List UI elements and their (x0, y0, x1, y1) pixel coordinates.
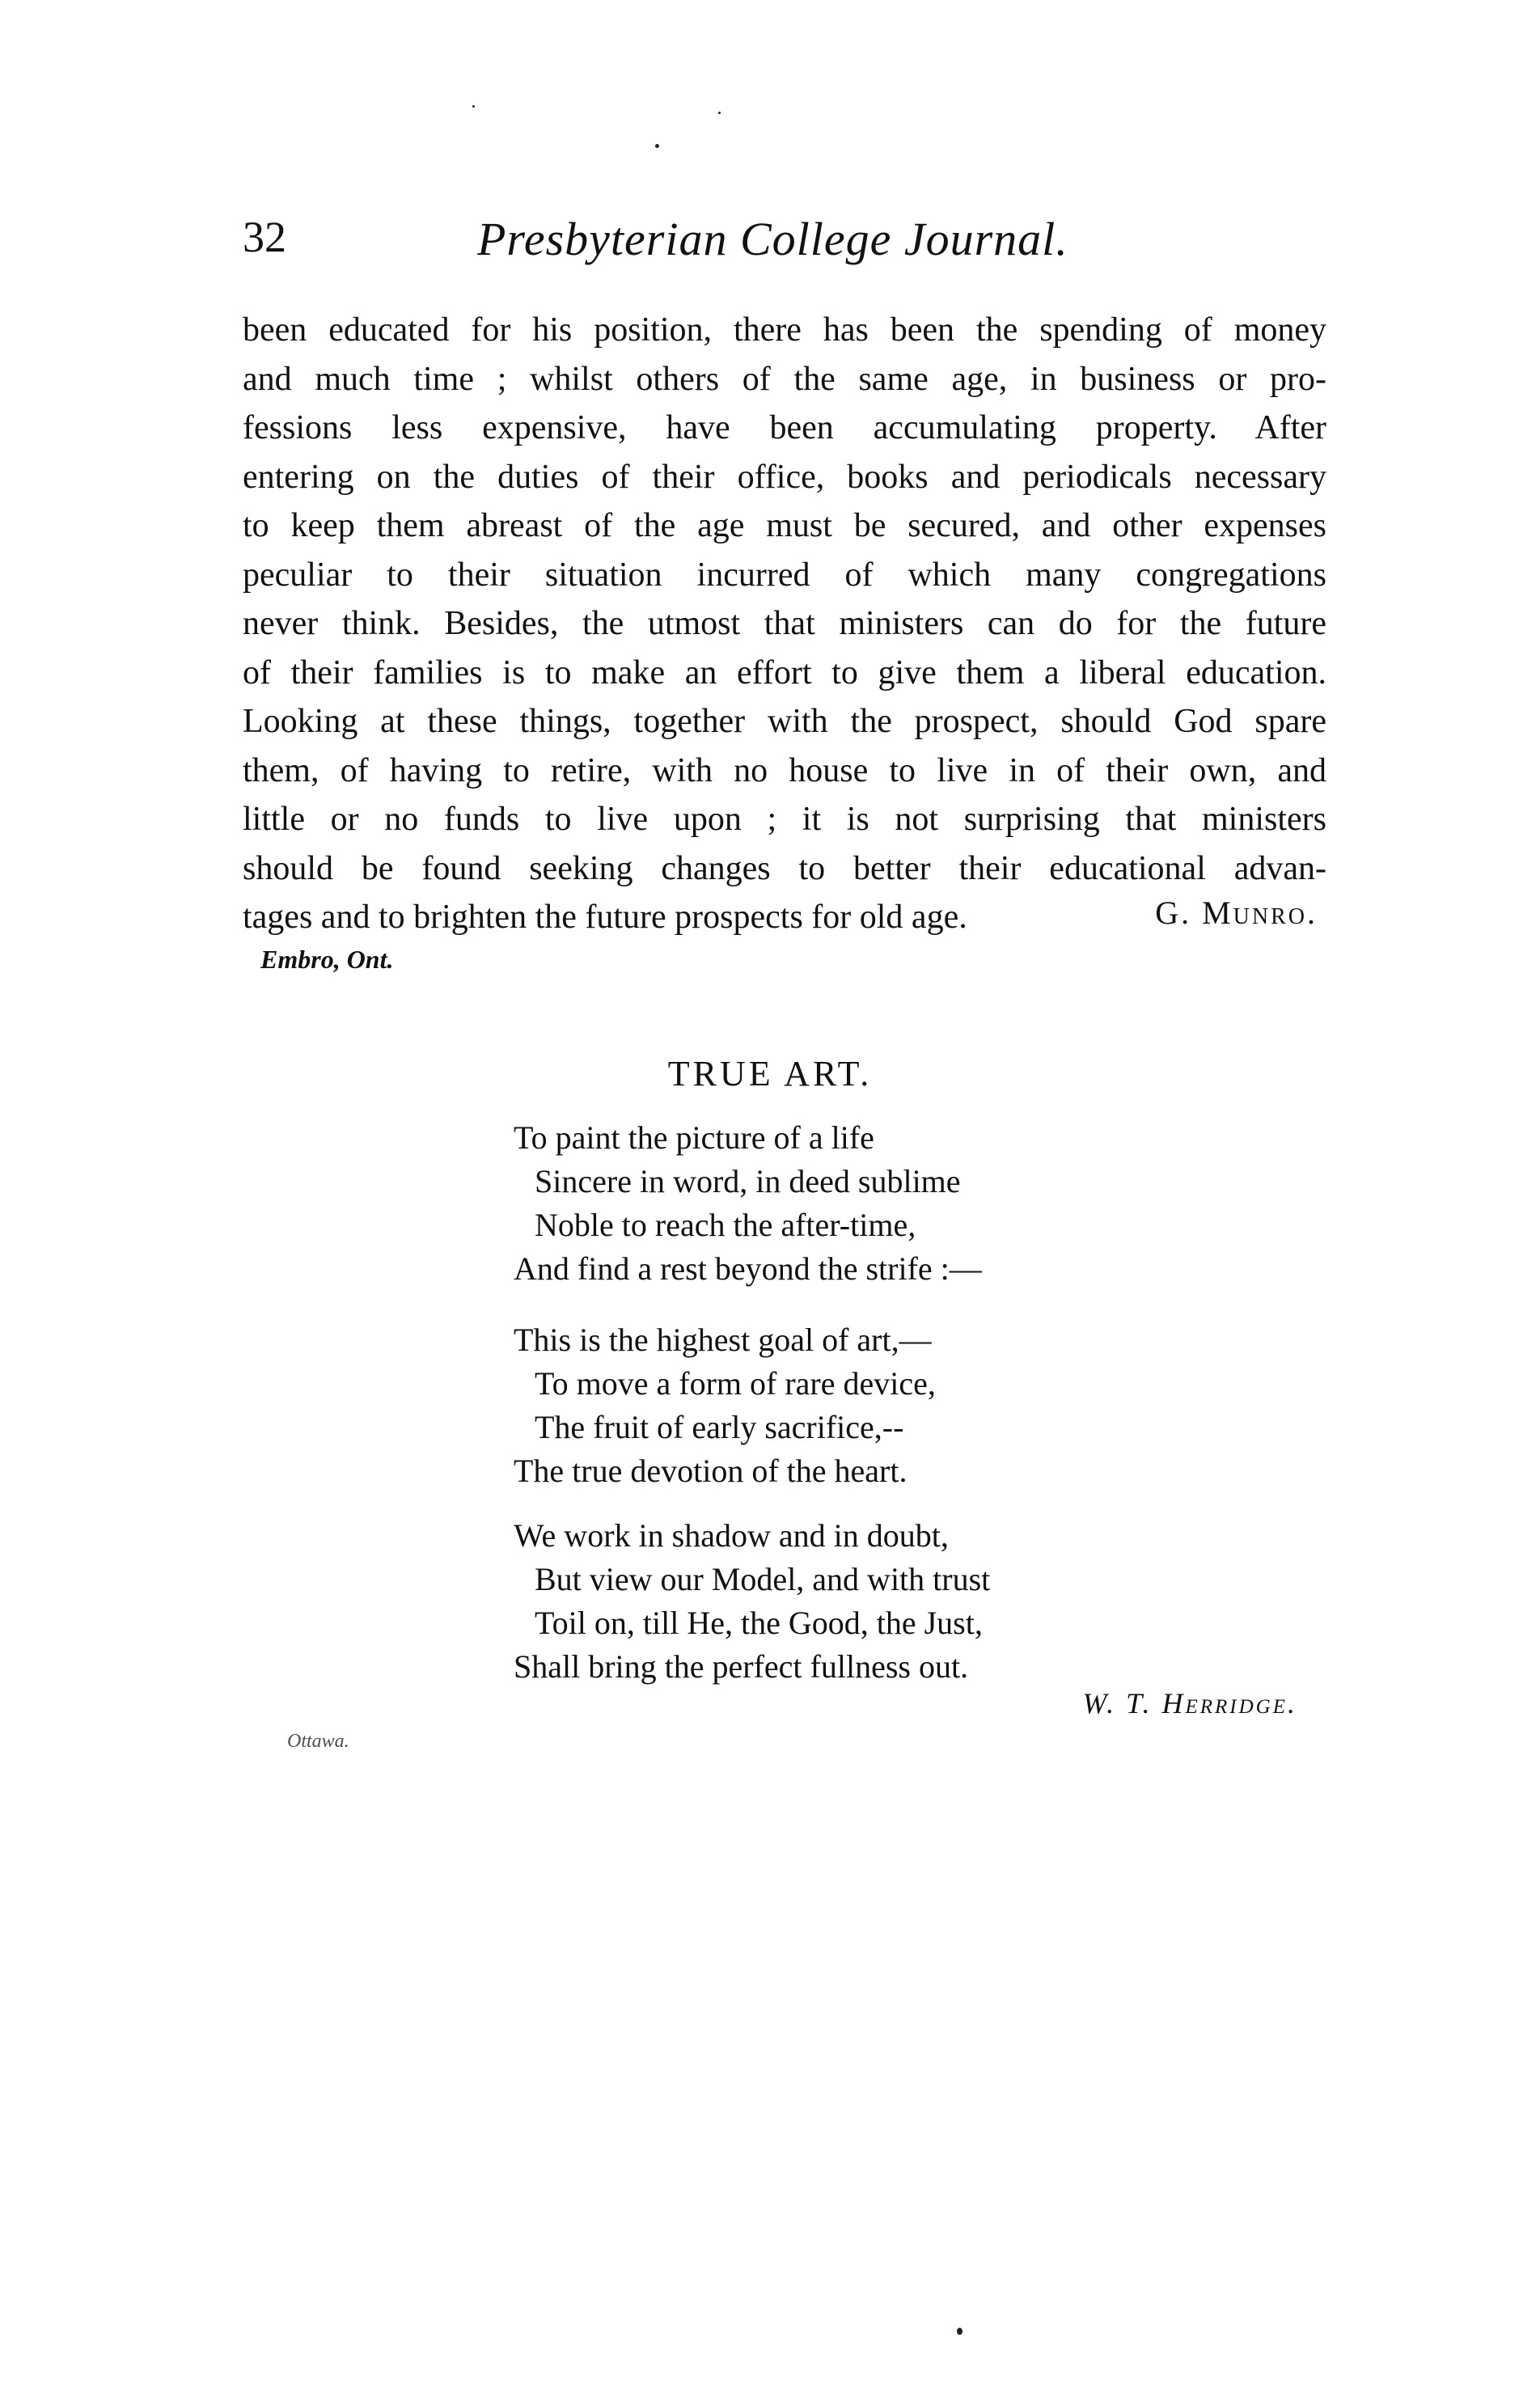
article-line: peculiar to their situation incurred of which many congregations (243, 556, 1326, 594)
poem-signature: W. T. Herridge. (1082, 1687, 1297, 1719)
poem-verse: To move a form of rare device, (535, 1365, 936, 1402)
scan-speck (718, 112, 721, 114)
poem-verse: The true devotion of the heart. (514, 1453, 908, 1489)
poem-verse: Toil on, till He, the Good, the Just, (535, 1605, 983, 1641)
page-number: 32 (243, 213, 286, 261)
poem-stanza (514, 1318, 936, 1493)
article-line: of their families is to make an effort to give them a liberal education. (243, 653, 1326, 692)
poem-title: TRUE ART. (667, 1054, 873, 1093)
scan-speck (472, 105, 475, 108)
poem-stanza (514, 1116, 982, 1291)
article-line: to keep them abreast of the age must be secured, and other expenses (243, 507, 1326, 544)
article-place: Embro, Ont. (260, 945, 394, 974)
article-line: entering on the duties of their office, books and periodicals necessary (243, 458, 1326, 496)
poem-verse: To paint the picture of a life (514, 1119, 874, 1156)
article-line: never think. Besides, the utmost that ministers can do for the future (243, 605, 1326, 642)
article-line: and much time ; whilst others of the same age, in business or pro- (243, 360, 1326, 398)
article-line: tages and to brighten the future prospects for old age. (243, 899, 967, 936)
poem-verse: Noble to reach the after-time, (535, 1207, 916, 1243)
article-signature: G. Munro. (1155, 895, 1318, 931)
poem-place: Ottawa. (287, 1731, 349, 1752)
poem-verse: But view our Model, and with trust (535, 1561, 991, 1597)
poem-verse: And find a rest beyond the strife :— (514, 1250, 982, 1287)
scan-speck (655, 144, 659, 148)
poem-verse: This is the highest goal of art,— (514, 1322, 932, 1358)
poem-stanza (514, 1514, 990, 1689)
article-line: been educated for his position, there has been the spending of money (243, 311, 1326, 349)
article-line: fessions less expensive, have been accumulating property. After (243, 409, 1326, 446)
article-body (243, 306, 1326, 942)
poem-verse: The fruit of early sacrifice,-- (535, 1409, 904, 1445)
article-line: them, of having to retire, with no house to live in of their own, and (243, 751, 1326, 789)
running-title: Presbyterian College Journal. (477, 213, 1068, 265)
poem-verse: Shall bring the perfect fullness out. (514, 1648, 969, 1685)
article-line: Looking at these things, together with the prospect, should God spare (243, 703, 1326, 740)
poem-verse: Sincere in word, in deed sublime (535, 1163, 961, 1199)
article-line: little or no funds to live upon ; it is not surprising that ministers (243, 801, 1326, 838)
scan-speck (957, 2328, 962, 2335)
article-line: should be found seeking changes to better their educational advan- (243, 849, 1326, 887)
page-header (243, 212, 1326, 285)
poem-verse: We work in shadow and in doubt, (514, 1517, 949, 1554)
